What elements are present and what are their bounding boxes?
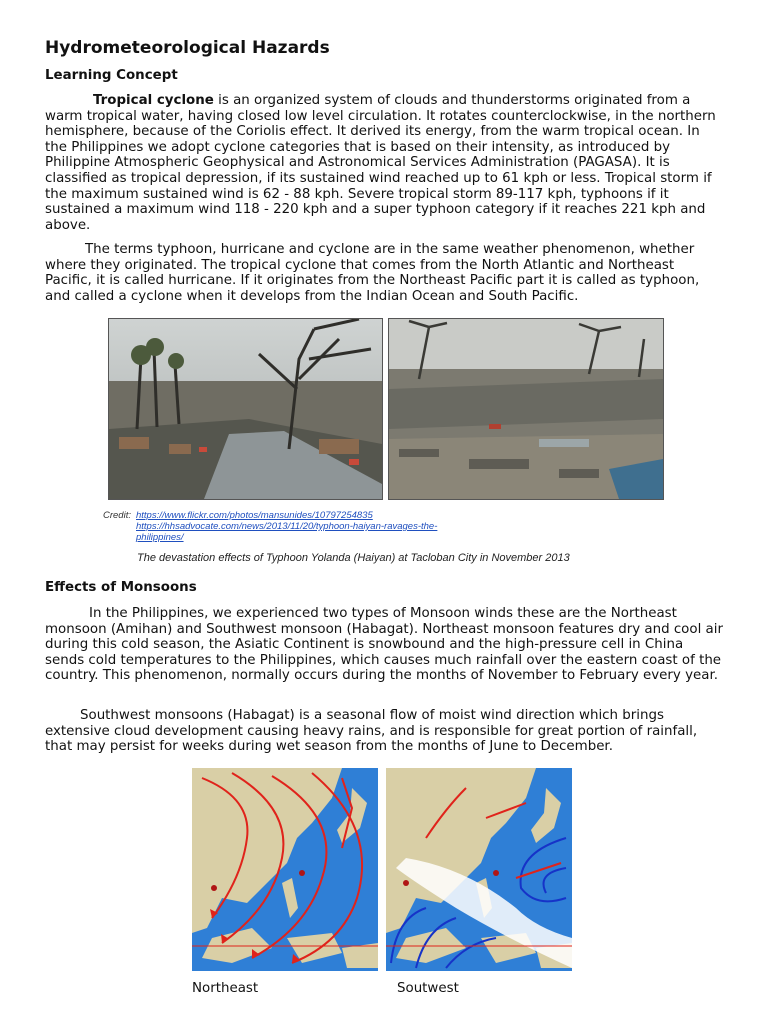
southwest-map-label: Soutwest (397, 981, 459, 996)
typhoon-damage-photo-left (108, 318, 383, 500)
page-title: Hydrometeorological Hazards (45, 38, 330, 58)
effects-of-monsoons-heading: Effects of Monsoons (45, 580, 197, 595)
typhoon-damage-photo-right (388, 318, 664, 500)
photo-caption: The devastation effects of Typhoon Yolanda (Haiyan) at Tacloban City in November 2013 (137, 552, 570, 564)
photo-credit (103, 510, 438, 543)
street-debris-image (109, 319, 382, 499)
northeast-map-label: Northeast (192, 981, 259, 996)
southwest-monsoon-map (386, 768, 572, 971)
tropical-cyclone-paragraph (45, 93, 725, 233)
typhoon-hurricane-paragraph: The terms typhoon, hurricane and cyclone are in the same weather phenomenon, whether where they originated. The tropical cyclone that comes from the North Atlantic and Northeast Pacific, it is called hurricane. If it originates from the Northeast Pacific part it is called as typhoon, and called a cyclone when it develops from the Indian Ocean and South Pacific. (45, 242, 700, 304)
tropical-cyclone-term: Tropical cyclone (93, 93, 214, 108)
northeast-monsoon-map (192, 768, 378, 971)
learning-concept-heading: Learning Concept (45, 68, 178, 83)
monsoon-types-paragraph: In the Philippines, we experienced two types of Monsoon winds these are the Northeast monsoon (Amihan) and Southwest monsoon (Habagat). Northeast monsoon features dry and cool air during this cold season, the Asiatic Continent is snowbound and the high-pressure cell in China sends cold temperatures to the Philippines, which causes much rainfall over the eastern coast of the country. This phenomenon, normally occurs during the months of November to February every year. (45, 606, 723, 684)
southwest-monsoon-map-image (386, 768, 572, 971)
northeast-monsoon-map-image (192, 768, 378, 971)
debris-field-image (389, 319, 663, 499)
credit-link-hhsadvocate[interactable]: https://hhsadvocate.com/news/2013/11/20/typhoon-haiyan-ravages-the-philippines/ (136, 521, 438, 543)
credit-label: Credit: (103, 510, 131, 521)
tropical-cyclone-text: is an organized system of clouds and thunderstorms originated from a warm tropical water, having closed low level circulation. It rotates counterclockwise, in the northern hemisphere, because of the Coriolis effect. It derived its energy, from the warm tropical ocean. In the Philippines we adopt cyclone categories that is based on their intensity, as introduced by Philippine Atmospheric Geophysical and Astronomical Services Administration (PAGASA). It is classified as tropical depression, if its sustained wind reached up to 61 kph or less. Tropical storm if the maximum sustained wind is 62 - 88 kph. Severe tropical storm 89-117 kph, typhoons if it sustained a maximum wind 118 - 220 kph and a super typhoon category if it reaches 221 kph and above. (45, 93, 716, 233)
credit-link-flickr[interactable]: https://www.flickr.com/photos/mansunides/10797254835 (136, 510, 373, 521)
southwest-monsoon-paragraph: Southwest monsoons (Habagat) is a seasonal flow of moist wind direction which brings extensive cloud development causing heavy rains, and is responsible for great portion of rainfall, that may persist for weeks during wet season from the months of June to December. (45, 708, 698, 755)
